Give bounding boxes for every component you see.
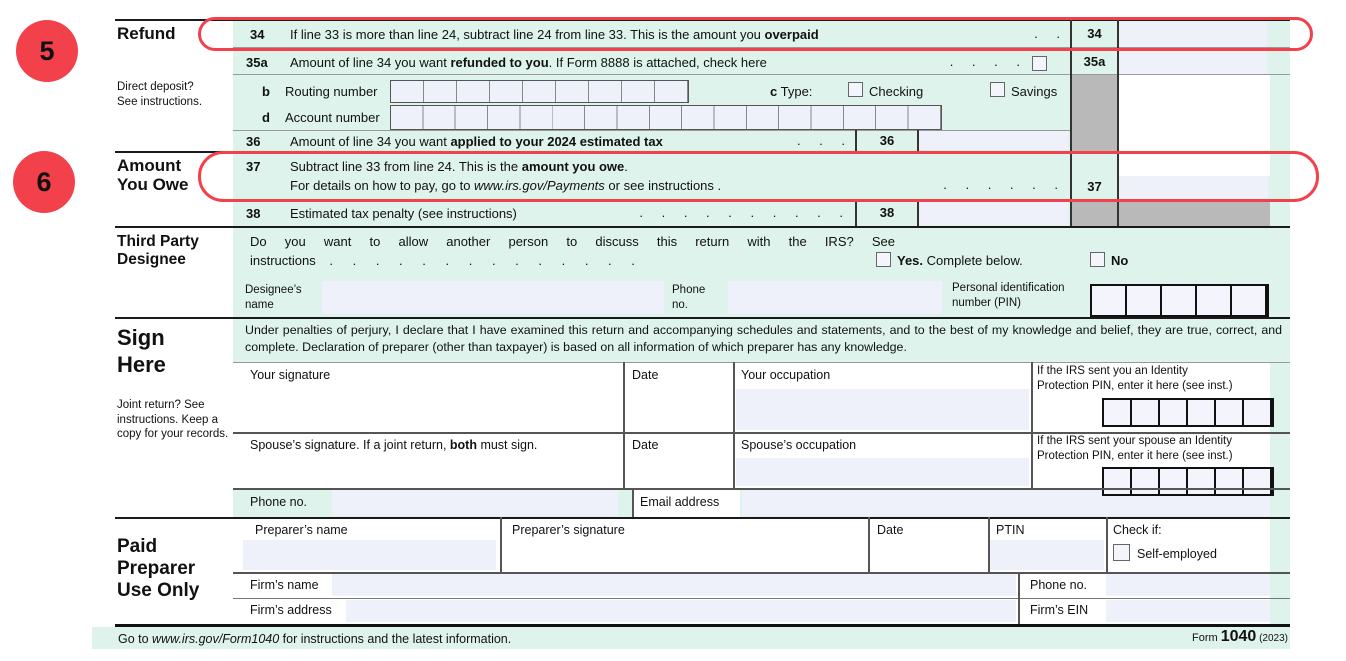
check-if-label: Check if: bbox=[1113, 523, 1162, 537]
perjury-statement: Under penalties of perjury, I declare that I have examined this return and accompanying schedules and statements, and to the best of my knowledge and belief, they are true, correct, and complete. Declaration of preparer (other than taxpayer) is based on all information of which preparer has any knowledge. bbox=[245, 323, 1282, 354]
direct-deposit-note-line1: Direct deposit? bbox=[117, 81, 194, 93]
account-number-field[interactable] bbox=[390, 105, 942, 130]
third-party-title-line1: Third Party bbox=[117, 233, 199, 250]
firm-name-label: Firm’s name bbox=[250, 578, 319, 592]
your-ip-pin-boxes[interactable] bbox=[1102, 398, 1274, 427]
line-35c-type-label: c Type: bbox=[770, 84, 813, 99]
email-address-label: Email address bbox=[640, 495, 720, 509]
checking-checkbox[interactable] bbox=[848, 82, 863, 97]
line-38-text: Estimated tax penalty (see instructions) bbox=[290, 206, 517, 221]
line-34-text: If line 33 is more than line 24, subtract line 24 from line 33. This is the amount you overpaid bbox=[290, 27, 819, 42]
self-employed-checkbox[interactable] bbox=[1113, 544, 1130, 561]
routing-number-field[interactable] bbox=[390, 80, 689, 103]
preparer-name-field[interactable] bbox=[243, 540, 496, 570]
line-37-number: 37 bbox=[246, 159, 261, 174]
divider bbox=[632, 488, 634, 518]
preparer-signature-label: Preparer’s signature bbox=[512, 523, 625, 537]
spouse-occupation-label: Spouse’s occupation bbox=[741, 438, 857, 452]
divider bbox=[733, 362, 735, 488]
third-party-title-line2: Designee bbox=[117, 251, 186, 268]
divider bbox=[233, 488, 1290, 490]
footer-url[interactable]: www.irs.gov/Form1040 bbox=[152, 632, 280, 646]
footer-form-id: Form 1040 (2023) bbox=[1191, 628, 1288, 645]
designee-no-label: No bbox=[1111, 253, 1129, 268]
sign-here-title-line1: Sign bbox=[117, 325, 165, 350]
savings-checkbox[interactable] bbox=[990, 82, 1005, 97]
line-34-box-number: 34 bbox=[1087, 26, 1102, 41]
line-37-text-line2: For details on how to pay, go to www.irs.gov/Payments or see instructions . bbox=[290, 178, 722, 193]
your-signature-label: Your signature bbox=[250, 368, 331, 382]
dot-leaders: . . . bbox=[796, 133, 845, 148]
line-38-number: 38 bbox=[246, 206, 261, 221]
paid-preparer-title-line3: Use Only bbox=[117, 580, 200, 601]
self-employed-label: Self-employed bbox=[1137, 547, 1217, 561]
owe-section-title-line2: You Owe bbox=[117, 175, 189, 194]
joint-return-note: Joint return? See instructions. Keep a copy for your records. bbox=[117, 399, 229, 440]
phone-no-label: Phone no. bbox=[250, 495, 307, 509]
divider bbox=[233, 572, 1290, 574]
divider bbox=[917, 130, 919, 151]
divider bbox=[115, 226, 1290, 228]
spouse-ip-pin-label: If the IRS sent your spouse an Identity Protection PIN, enter it here (see inst.) bbox=[1037, 435, 1233, 462]
preparer-signature-field[interactable] bbox=[512, 538, 862, 570]
direct-deposit-note-line2: See instructions. bbox=[117, 96, 203, 108]
firm-name-field[interactable] bbox=[332, 574, 1016, 596]
phone-no-field[interactable] bbox=[332, 490, 618, 516]
third-party-question: Do you want to allow another person to discuss this return with the IRS? See instructions . . . . . . . . . . . . . . bbox=[250, 234, 895, 268]
divider bbox=[233, 74, 1290, 75]
divider bbox=[233, 130, 1070, 131]
checking-label: Checking bbox=[869, 84, 924, 99]
spouse-signature-field[interactable] bbox=[250, 452, 620, 486]
highlight-line-37 bbox=[198, 151, 1319, 202]
line-36-amount-field[interactable] bbox=[919, 131, 1068, 150]
firm-ein-field[interactable] bbox=[1106, 600, 1270, 622]
line-35a-number: 35a bbox=[246, 55, 268, 70]
footer-instructions: Go to www.irs.gov/Form1040 for instructions and the latest information. bbox=[118, 632, 512, 646]
firm-ein-label: Firm’s EIN bbox=[1030, 603, 1089, 617]
divider bbox=[868, 517, 870, 572]
refund-section-title: Refund bbox=[117, 24, 176, 43]
pin-boxes[interactable] bbox=[1090, 284, 1269, 317]
savings-label: Savings bbox=[1011, 84, 1058, 99]
line-35b-letter: b bbox=[262, 84, 270, 99]
divider bbox=[233, 598, 1290, 599]
designee-phone-field[interactable] bbox=[728, 281, 942, 314]
dot-leaders: . . . . bbox=[949, 54, 1020, 69]
designee-yes-checkbox[interactable] bbox=[876, 252, 891, 267]
annotation-badge-6: 6 bbox=[13, 151, 75, 213]
preparer-date-label: Date bbox=[877, 523, 904, 537]
line-35a-text: Amount of line 34 you want refunded to you. If Form 8888 is attached, check here bbox=[290, 55, 767, 70]
divider bbox=[500, 517, 502, 572]
line-34-number: 34 bbox=[250, 27, 265, 42]
dot-leaders: . . bbox=[1034, 26, 1060, 41]
line-37-text-line1: Subtract line 33 from line 24. This is the amount you owe. bbox=[290, 159, 628, 174]
your-occupation-field[interactable] bbox=[736, 389, 1029, 430]
divider bbox=[115, 317, 1290, 319]
line-35a-box-number: 35a bbox=[1083, 54, 1106, 69]
highlight-line-34 bbox=[198, 17, 1313, 51]
shaded-cell-35bcd bbox=[1070, 75, 1117, 151]
divider bbox=[988, 517, 990, 572]
spouse-ip-pin-boxes[interactable] bbox=[1102, 467, 1274, 496]
designee-name-label: Designee’s name bbox=[245, 284, 302, 311]
divider bbox=[1106, 517, 1108, 572]
your-ip-pin-label: If the IRS sent you an Identity Protection PIN, enter it here (see inst.) bbox=[1037, 365, 1233, 392]
divider bbox=[623, 362, 625, 488]
designee-phone-label: Phone no. bbox=[672, 284, 706, 311]
sign-here-title-line2: Here bbox=[117, 352, 166, 377]
dot-leaders: . . . . . . bbox=[943, 177, 1058, 192]
pin-label: Personal identification number (PIN) bbox=[952, 282, 1065, 309]
divider bbox=[1031, 362, 1033, 488]
designee-yes-label: Yes. Complete below. bbox=[897, 253, 1023, 268]
date-label: Date bbox=[632, 368, 659, 382]
line-35a-amount-field[interactable] bbox=[1119, 49, 1267, 74]
line-36-text: Amount of line 34 you want applied to your 2024 estimated tax bbox=[290, 134, 663, 149]
dot-leaders: . . . . . . . . . . bbox=[639, 205, 843, 220]
your-occupation-label: Your occupation bbox=[741, 368, 831, 382]
account-number-label: Account number bbox=[285, 110, 380, 125]
line-37-box-number: 37 bbox=[1087, 179, 1102, 194]
owe-section-title-line1: Amount bbox=[117, 156, 182, 175]
ptin-field[interactable] bbox=[990, 540, 1104, 570]
paid-preparer-title-line2: Preparer bbox=[117, 558, 196, 579]
line-38-amount-field[interactable] bbox=[919, 202, 1068, 225]
firm-address-label: Firm’s address bbox=[250, 603, 332, 617]
line-38-box-number: 38 bbox=[879, 205, 895, 220]
designee-name-field[interactable] bbox=[322, 281, 664, 314]
line-36-box-number: 36 bbox=[879, 133, 895, 148]
divider bbox=[115, 624, 1290, 627]
divider bbox=[233, 362, 1290, 363]
divider bbox=[1018, 572, 1020, 625]
spouse-date-label: Date bbox=[632, 438, 659, 452]
line-36-number: 36 bbox=[246, 134, 261, 149]
ptin-label: PTIN bbox=[996, 523, 1025, 537]
designee-no-checkbox[interactable] bbox=[1090, 252, 1105, 267]
annotation-badge-5: 5 bbox=[16, 20, 78, 82]
firm-address-field[interactable] bbox=[346, 600, 1016, 622]
divider bbox=[917, 200, 919, 226]
your-signature-field[interactable] bbox=[250, 382, 620, 430]
firm-phone-label: Phone no. bbox=[1030, 578, 1087, 592]
deposit-rows-right-blank bbox=[1119, 75, 1270, 151]
form-8888-checkbox[interactable] bbox=[1032, 56, 1047, 71]
paid-preparer-title-line1: Paid bbox=[117, 536, 158, 557]
routing-number-label: Routing number bbox=[285, 84, 378, 99]
firm-phone-field[interactable] bbox=[1106, 574, 1270, 596]
spouse-signature-label: Spouse’s signature. If a joint return, both must sign. bbox=[250, 438, 538, 452]
spouse-occupation-field[interactable] bbox=[736, 458, 1029, 486]
preparer-name-label: Preparer’s name bbox=[255, 523, 348, 537]
shaded-cell-38 bbox=[1070, 201, 1270, 226]
divider bbox=[115, 517, 1290, 519]
line-35d-letter: d bbox=[262, 110, 270, 125]
